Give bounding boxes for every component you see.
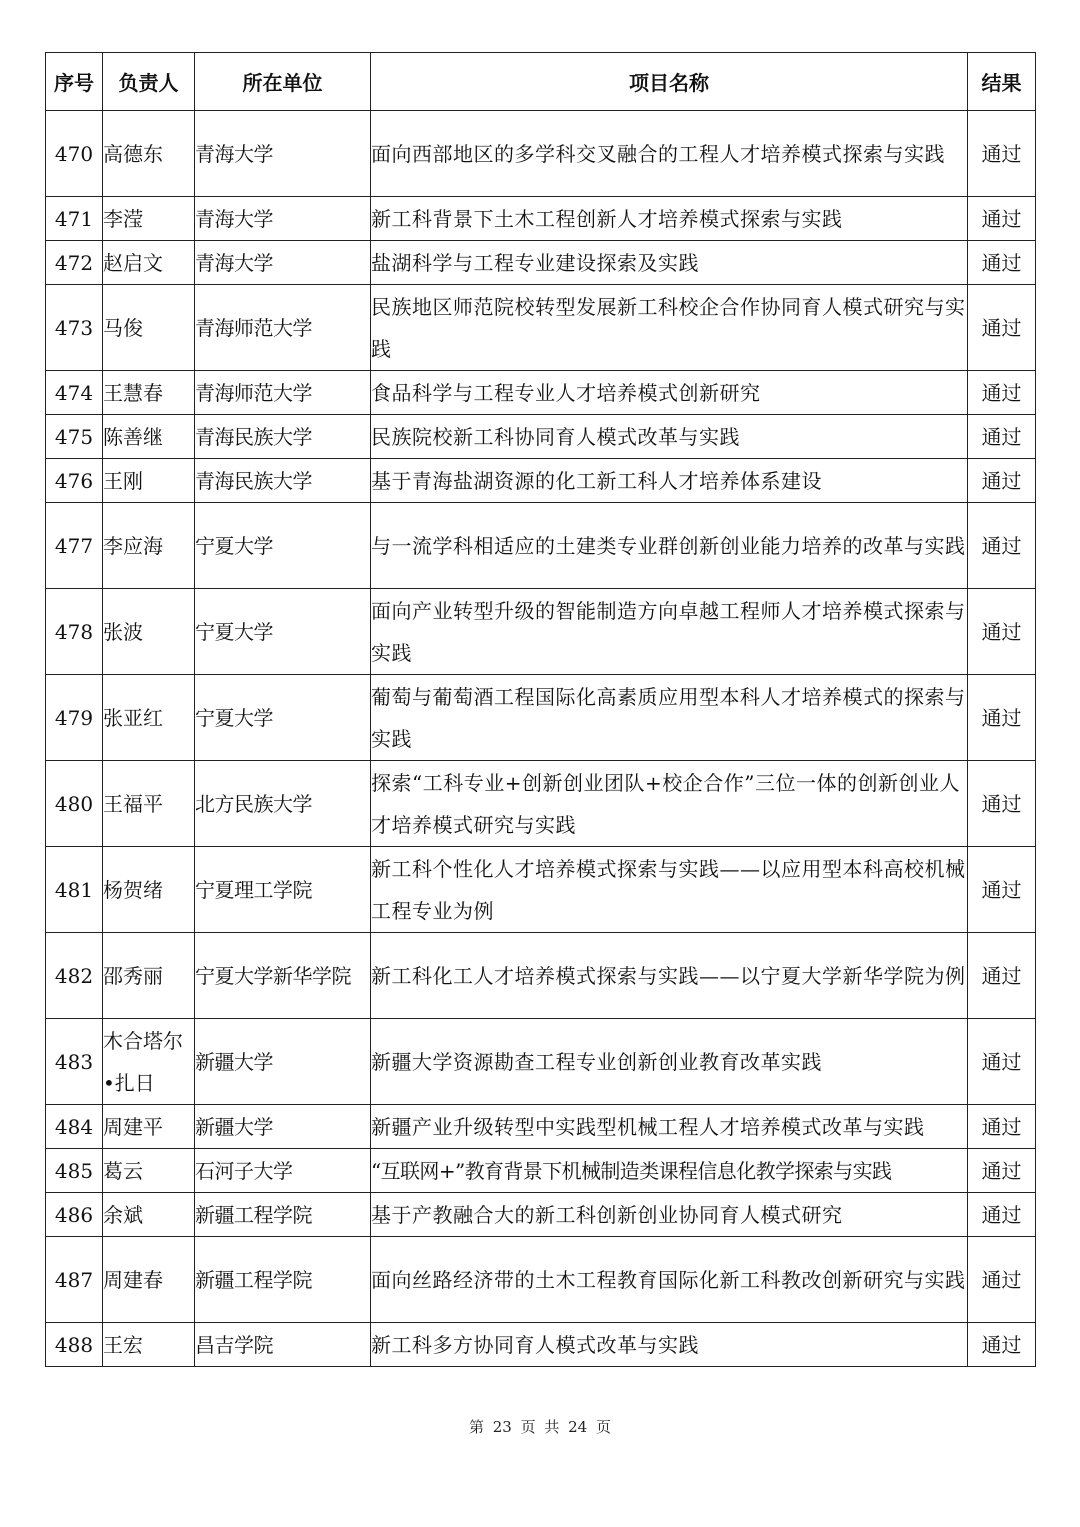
table-row <box>46 761 1036 847</box>
cell-project: 民族院校新工科协同育人模式改革与实践 <box>371 415 968 459</box>
cell-unit: 青海民族大学 <box>195 415 371 459</box>
cell-no: 475 <box>46 415 103 459</box>
table-row <box>46 1019 1036 1105</box>
cell-unit: 宁夏大学 <box>195 589 371 675</box>
cell-leader: 马俊 <box>103 285 195 371</box>
table-row <box>46 933 1036 1019</box>
cell-result: 通过 <box>968 675 1036 761</box>
cell-result: 通过 <box>968 503 1036 589</box>
cell-result: 通过 <box>968 1105 1036 1149</box>
cell-unit: 北方民族大学 <box>195 761 371 847</box>
cell-no: 482 <box>46 933 103 1019</box>
table-row <box>46 1323 1036 1367</box>
cell-leader: 张亚红 <box>103 675 195 761</box>
cell-leader: 李应海 <box>103 503 195 589</box>
cell-project: 新工科个性化人才培养模式探索与实践——以应用型本科高校机械工程专业为例 <box>371 847 968 933</box>
cell-no: 471 <box>46 197 103 241</box>
cell-leader: 木合塔尔•扎日 <box>103 1019 195 1105</box>
cell-project: 葡萄与葡萄酒工程国际化高素质应用型本科人才培养模式的探索与实践 <box>371 675 968 761</box>
cell-leader: 赵启文 <box>103 241 195 285</box>
cell-project: 民族地区师范院校转型发展新工科校企合作协同育人模式研究与实践 <box>371 285 968 371</box>
cell-leader: 周建春 <box>103 1237 195 1323</box>
cell-unit: 青海大学 <box>195 111 371 197</box>
cell-project: 面向产业转型升级的智能制造方向卓越工程师人才培养模式探索与实践 <box>371 589 968 675</box>
cell-project: 探索“工科专业+创新创业团队+校企合作”三位一体的创新创业人才培养模式研究与实践 <box>371 761 968 847</box>
table-row <box>46 241 1036 285</box>
cell-leader: 周建平 <box>103 1105 195 1149</box>
cell-leader: 李滢 <box>103 197 195 241</box>
cell-no: 487 <box>46 1237 103 1323</box>
table-row <box>46 415 1036 459</box>
cell-unit: 青海师范大学 <box>195 285 371 371</box>
cell-unit: 宁夏理工学院 <box>195 847 371 933</box>
cell-unit: 新疆大学 <box>195 1105 371 1149</box>
cell-no: 477 <box>46 503 103 589</box>
table-row <box>46 675 1036 761</box>
cell-project: 新工科背景下土木工程创新人才培养模式探索与实践 <box>371 197 968 241</box>
cell-no: 486 <box>46 1193 103 1237</box>
cell-leader: 王宏 <box>103 1323 195 1367</box>
cell-unit: 宁夏大学新华学院 <box>195 933 371 1019</box>
cell-unit: 青海大学 <box>195 197 371 241</box>
cell-leader: 张波 <box>103 589 195 675</box>
page-number: 第 23 页 共 24 页 <box>468 1418 611 1436</box>
cell-project: 新工科化工人才培养模式探索与实践——以宁夏大学新华学院为例 <box>371 933 968 1019</box>
table-row <box>46 111 1036 197</box>
table-body <box>46 111 1036 1367</box>
header-result: 结果 <box>968 53 1036 111</box>
cell-unit: 宁夏大学 <box>195 503 371 589</box>
table-row <box>46 1105 1036 1149</box>
table-row <box>46 285 1036 371</box>
cell-project: “互联网+”教育背景下机械制造类课程信息化教学探索与实践 <box>371 1149 968 1193</box>
cell-no: 473 <box>46 285 103 371</box>
cell-leader: 高德东 <box>103 111 195 197</box>
cell-project: 面向西部地区的多学科交叉融合的工程人才培养模式探索与实践 <box>371 111 968 197</box>
cell-leader: 邵秀丽 <box>103 933 195 1019</box>
cell-leader: 杨贺绪 <box>103 847 195 933</box>
cell-project: 新疆大学资源勘查工程专业创新创业教育改革实践 <box>371 1019 968 1105</box>
table-row <box>46 1193 1036 1237</box>
header-project: 项目名称 <box>371 53 968 111</box>
cell-leader: 王刚 <box>103 459 195 503</box>
table-row <box>46 459 1036 503</box>
cell-result: 通过 <box>968 1019 1036 1105</box>
cell-unit: 新疆工程学院 <box>195 1193 371 1237</box>
table-row <box>46 589 1036 675</box>
cell-project: 盐湖科学与工程专业建设探索及实践 <box>371 241 968 285</box>
cell-result: 通过 <box>968 415 1036 459</box>
cell-result: 通过 <box>968 285 1036 371</box>
header-no: 序号 <box>46 53 103 111</box>
cell-result: 通过 <box>968 371 1036 415</box>
cell-result: 通过 <box>968 761 1036 847</box>
cell-unit: 昌吉学院 <box>195 1323 371 1367</box>
cell-project: 新工科多方协同育人模式改革与实践 <box>371 1323 968 1367</box>
cell-result: 通过 <box>968 111 1036 197</box>
table-row <box>46 371 1036 415</box>
cell-result: 通过 <box>968 1149 1036 1193</box>
table-row <box>46 847 1036 933</box>
cell-project: 新疆产业升级转型中实践型机械工程人才培养模式改革与实践 <box>371 1105 968 1149</box>
cell-no: 485 <box>46 1149 103 1193</box>
table-header-row <box>46 53 1036 111</box>
table-row <box>46 1149 1036 1193</box>
cell-project: 基于青海盐湖资源的化工新工科人才培养体系建设 <box>371 459 968 503</box>
cell-result: 通过 <box>968 933 1036 1019</box>
cell-result: 通过 <box>968 1237 1036 1323</box>
cell-project: 面向丝路经济带的土木工程教育国际化新工科教改创新研究与实践 <box>371 1237 968 1323</box>
cell-unit: 新疆大学 <box>195 1019 371 1105</box>
cell-no: 476 <box>46 459 103 503</box>
cell-no: 474 <box>46 371 103 415</box>
cell-no: 483 <box>46 1019 103 1105</box>
cell-result: 通过 <box>968 459 1036 503</box>
cell-project: 与一流学科相适应的土建类专业群创新创业能力培养的改革与实践 <box>371 503 968 589</box>
header-leader: 负责人 <box>103 53 195 111</box>
cell-leader: 余斌 <box>103 1193 195 1237</box>
table-row <box>46 197 1036 241</box>
cell-result: 通过 <box>968 1193 1036 1237</box>
cell-leader: 陈善继 <box>103 415 195 459</box>
cell-result: 通过 <box>968 847 1036 933</box>
header-unit: 所在单位 <box>195 53 371 111</box>
cell-unit: 新疆工程学院 <box>195 1237 371 1323</box>
cell-unit: 青海大学 <box>195 241 371 285</box>
cell-result: 通过 <box>968 241 1036 285</box>
project-results-table <box>45 52 1036 1367</box>
table-row <box>46 503 1036 589</box>
cell-leader: 王福平 <box>103 761 195 847</box>
cell-unit: 青海师范大学 <box>195 371 371 415</box>
cell-project: 基于产教融合大的新工科创新创业协同育人模式研究 <box>371 1193 968 1237</box>
cell-unit: 青海民族大学 <box>195 459 371 503</box>
cell-no: 481 <box>46 847 103 933</box>
cell-no: 470 <box>46 111 103 197</box>
cell-result: 通过 <box>968 1323 1036 1367</box>
cell-result: 通过 <box>968 589 1036 675</box>
table-row <box>46 1237 1036 1323</box>
cell-no: 480 <box>46 761 103 847</box>
cell-unit: 宁夏大学 <box>195 675 371 761</box>
cell-no: 484 <box>46 1105 103 1149</box>
cell-no: 488 <box>46 1323 103 1367</box>
cell-unit: 石河子大学 <box>195 1149 371 1193</box>
cell-no: 478 <box>46 589 103 675</box>
cell-result: 通过 <box>968 197 1036 241</box>
cell-leader: 王慧春 <box>103 371 195 415</box>
cell-no: 472 <box>46 241 103 285</box>
cell-no: 479 <box>46 675 103 761</box>
cell-project: 食品科学与工程专业人才培养模式创新研究 <box>371 371 968 415</box>
cell-leader: 葛云 <box>103 1149 195 1193</box>
